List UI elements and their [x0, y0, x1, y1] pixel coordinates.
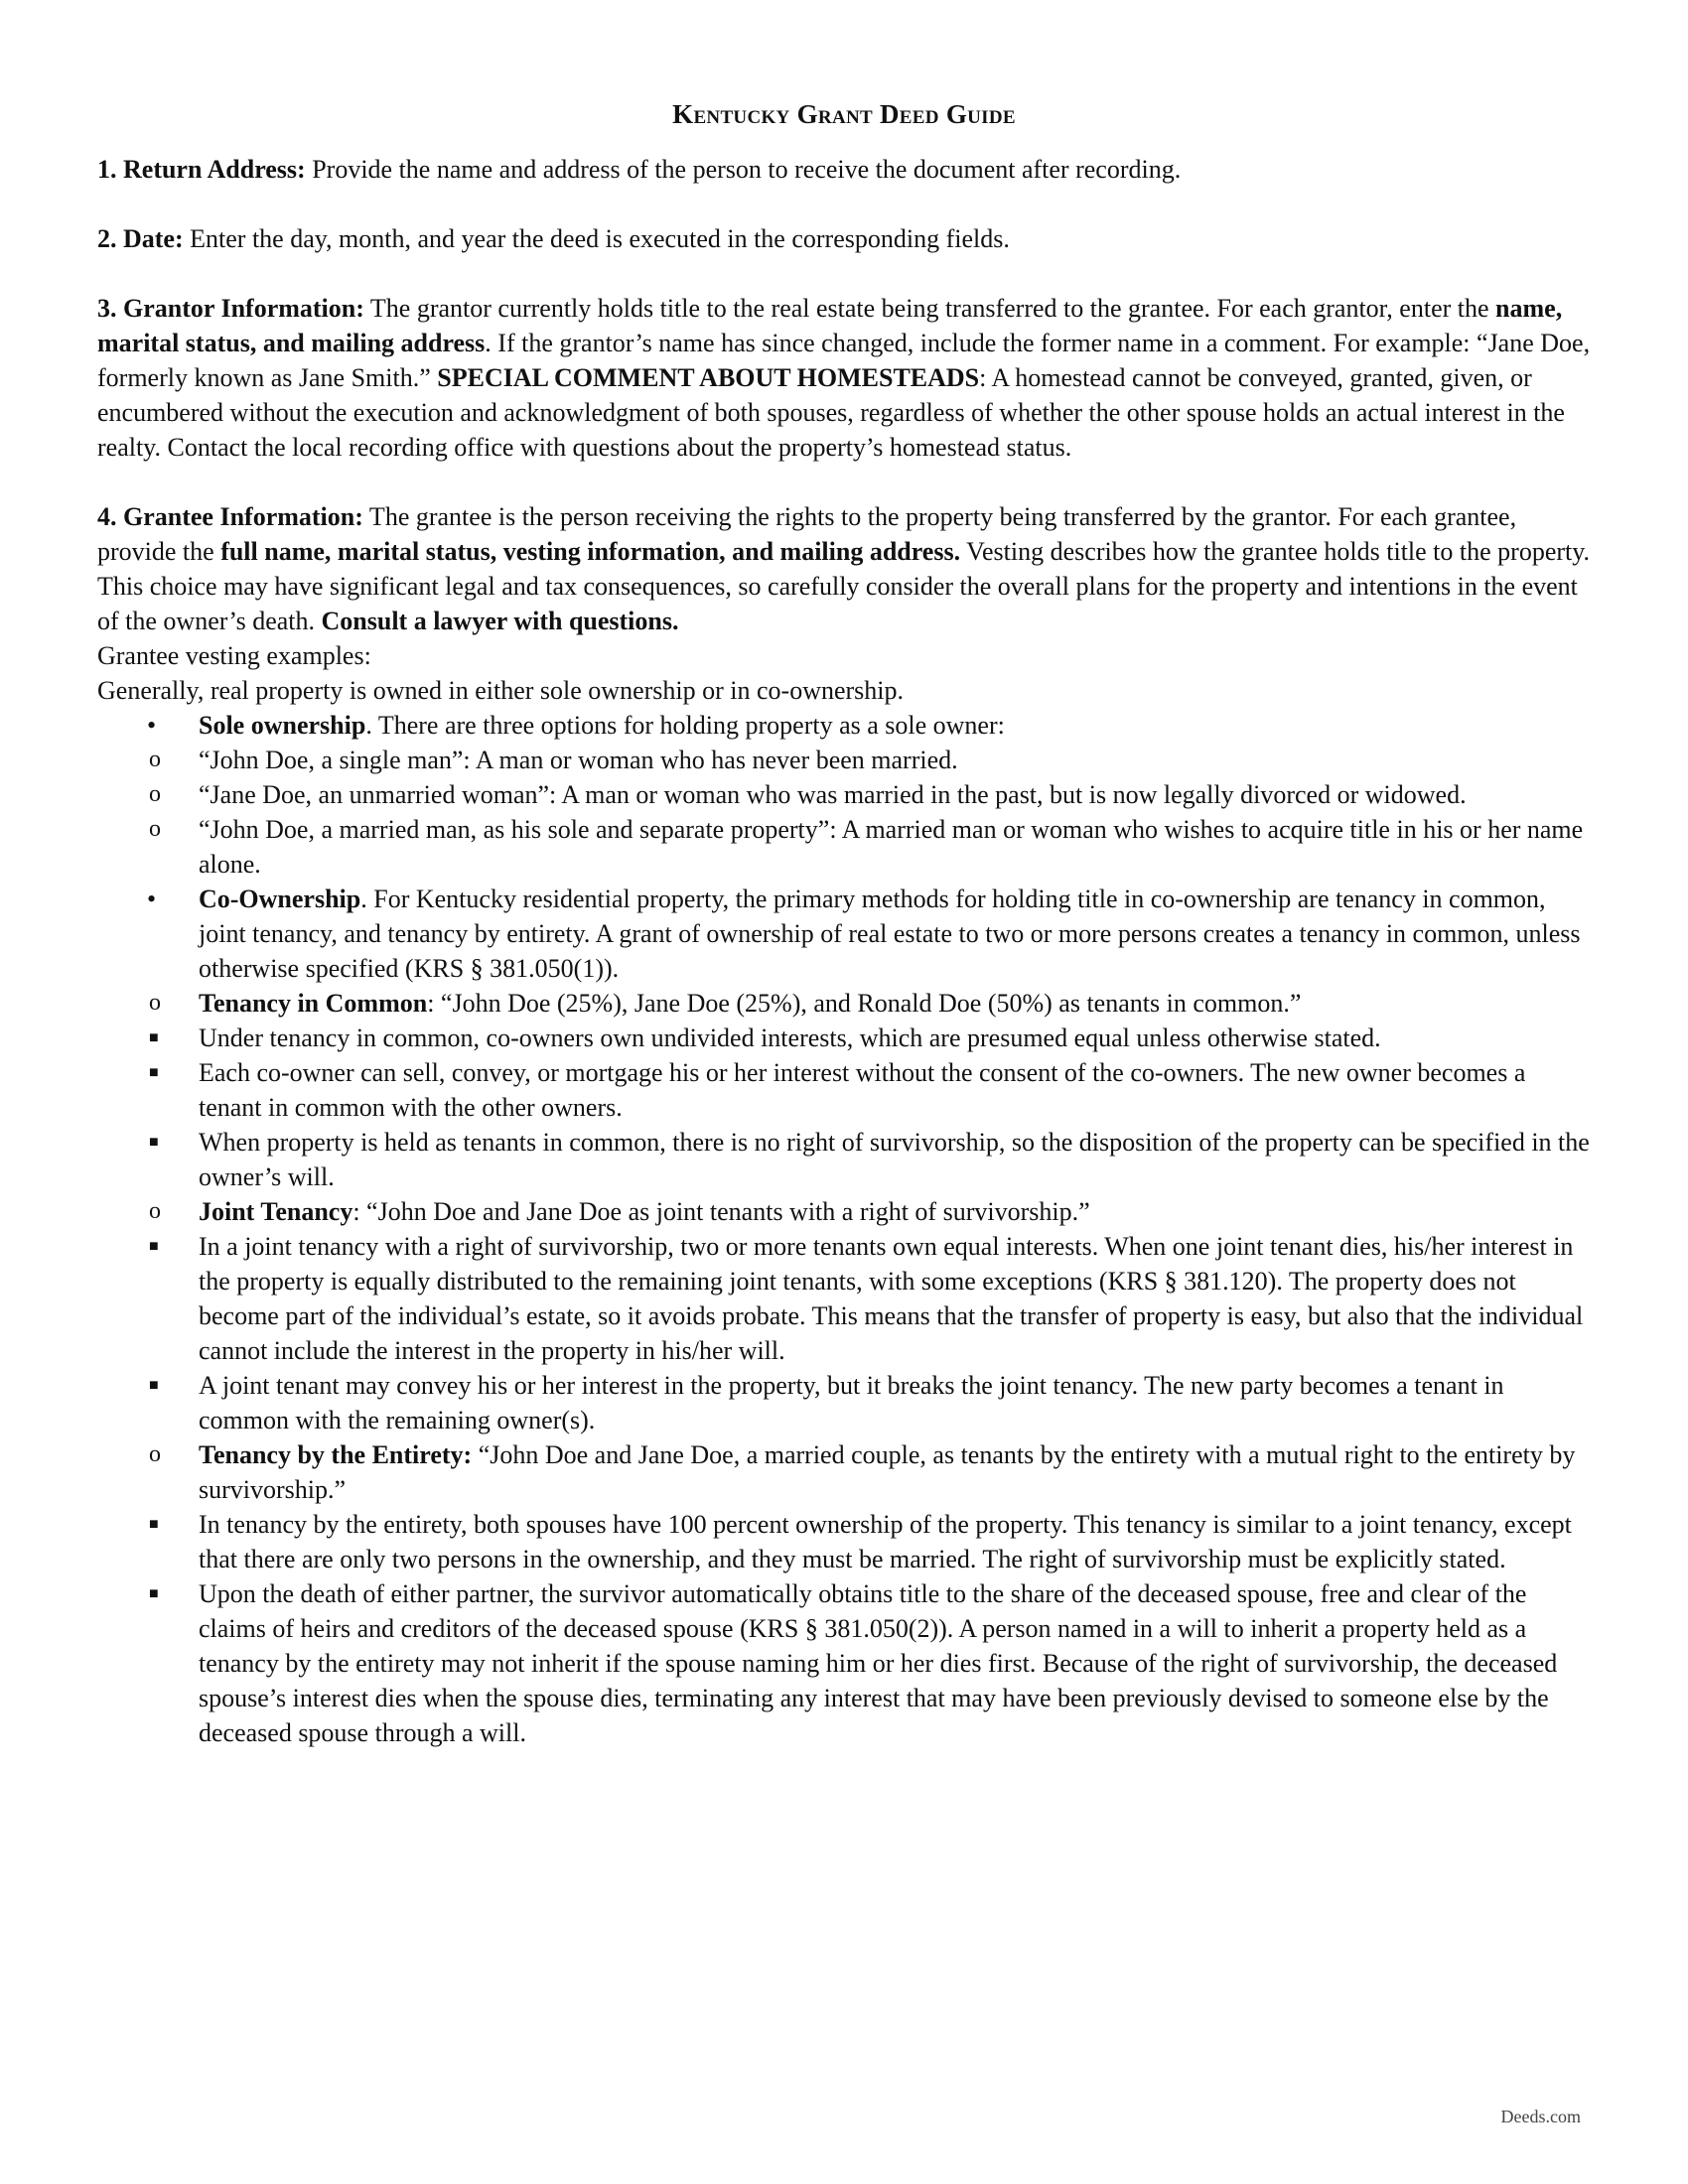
item-text: “John Doe, a single man”: A man or woman who has never been married. — [199, 746, 958, 774]
section-grantee-information — [97, 499, 1591, 638]
list-item — [99, 1368, 1591, 1437]
item-text: “Jane Doe, an unmarried woman”: A man or woman who was married in the past, but is now legally divorced or widowed. — [199, 780, 1467, 809]
item-text: When property is held as tenants in common, there is no right of survivorship, so the disposition of the property can be specified in the owner’s will. — [199, 1128, 1590, 1191]
item-label: Tenancy by the Entirety: — [199, 1440, 473, 1469]
bullet-icon: • — [147, 711, 157, 740]
vesting-intro: Generally, real property is owned in either sole ownership or in co-ownership. — [97, 676, 905, 705]
section-grantor-information — [97, 291, 1591, 465]
section-text: Enter the day, month, and year the deed is executed in the corresponding fields. — [183, 224, 1010, 253]
item-text: : “John Doe and Jane Doe as joint tenants with a right of survivorship.” — [352, 1197, 1090, 1226]
item-text: A joint tenant may convey his or her interest in the property, but it breaks the joint tenancy. The new party becomes a tenant in common with the remaining owner(s). — [199, 1371, 1504, 1434]
item-label: Joint Tenancy — [199, 1197, 353, 1226]
item-text: : “John Doe (25%), Jane Doe (25%), and Ronald Doe (50%) as tenants in common.” — [427, 989, 1302, 1018]
list-item — [99, 1021, 1591, 1055]
list-item — [99, 743, 1591, 777]
list-item-co-ownership — [97, 882, 1591, 1750]
page-title: Kentucky Grant Deed Guide — [672, 99, 1016, 129]
item-text: Under tenancy in common, co-owners own undivided interests, which are presumed equal unless otherwise stated. — [199, 1024, 1381, 1052]
bold-text: SPECIAL COMMENT ABOUT HOMESTEADS — [437, 363, 980, 392]
vesting-examples-heading: Grantee vesting examples: — [97, 641, 371, 670]
circle-bullet-icon: o — [149, 1198, 161, 1224]
square-bullet-icon: ■ — [149, 1585, 159, 1602]
list-item — [99, 1507, 1591, 1576]
item-text: . There are three options for holding property as a sole owner: — [365, 711, 1005, 740]
item-text: “John Doe, a married man, as his sole and separate property”: A married man or woman who wishes to acquire title in his or her name alone. — [199, 815, 1584, 879]
list-item — [99, 1229, 1591, 1368]
square-bullet-icon: ■ — [149, 1064, 159, 1081]
joint-tenancy-details — [149, 1229, 1591, 1437]
item-text: Upon the death of either partner, the survivor automatically obtains title to the share of the deceased spouse, free and clear of the claims of heirs and creditors of the deceased spouse (KRS § 381.050(2)). A person named in a will to inherit a property held as a tenancy by the entirety may not inherit if the spouse naming him or her dies first. Because of the right of survivorship, the deceased spouse’s interest dies when the spouse dies, terminating any interest that may have been previously devised to someone else by the deceased spouse through a will. — [199, 1579, 1558, 1747]
footer-brand: Deeds.com — [1500, 2107, 1581, 2126]
sole-ownership-options — [149, 743, 1591, 882]
list-item-sole-ownership — [97, 708, 1591, 882]
item-text: In tenancy by the entirety, both spouses have 100 percent ownership of the property. This tenancy is similar to a joint tenancy, except that there are only two persons in the ownership, and they must be married. The right of survivorship must be explicitly stated. — [199, 1510, 1572, 1573]
list-item — [99, 1576, 1591, 1750]
square-bullet-icon: ■ — [149, 1134, 159, 1151]
circle-bullet-icon: o — [149, 747, 161, 772]
section-text: The grantor currently holds title to the real estate being transferred to the grantee. For each grantor, enter the — [363, 294, 1496, 323]
item-text: . For Kentucky residential property, the primary methods for holding title in co-ownership are tenancy in common, joint tenancy, and tenancy by entirety. A grant of ownership of real estate to two or more persons creates a tenancy in common, unless otherwise specified (KRS § 381.050(1)). — [199, 885, 1581, 983]
section-label: 4. Grantee Information: — [97, 502, 363, 531]
item-text: In a joint tenancy with a right of survivorship, two or more tenants own equal interests. When one joint tenant dies, his/her interest in the property is equally distributed to the remaining joint tenants, with some exceptions (KRS § 381.120). The property does not become part of the individual’s estate, so it avoids probate. This means that the transfer of property is easy, but also that the individual cannot include the interest in the property in his/her will. — [199, 1232, 1584, 1365]
section-text: Provide the name and address of the person to receive the document after recording. — [305, 155, 1182, 184]
bold-text: full name, marital status, vesting information, and mailing address. — [220, 537, 961, 566]
circle-bullet-icon: o — [149, 816, 161, 842]
bold-text: Consult a lawyer with questions. — [321, 607, 679, 635]
circle-bullet-icon: o — [149, 1441, 161, 1467]
item-label: Co-Ownership — [199, 885, 361, 913]
section-label: 2. Date: — [97, 224, 184, 253]
bullet-icon: • — [147, 885, 157, 913]
list-item — [99, 1125, 1591, 1194]
tenancy-by-entirety-details — [149, 1507, 1591, 1750]
section-return-address — [97, 152, 1591, 187]
section-text: The grantee is the person receiving the rights to the property being transferred by the grantor. For each grantee, provide the — [97, 502, 1517, 566]
item-label: Tenancy in Common — [199, 989, 428, 1018]
section-text: . If the grantor’s name has since changed, include the former name in a comment. For example: “Jane Doe, formerly known as Jane Smith.” — [97, 329, 1591, 392]
circle-bullet-icon: o — [149, 781, 161, 807]
section-label: 1. Return Address: — [97, 155, 306, 184]
bold-text: name, marital status, and mailing address — [97, 294, 1563, 357]
co-ownership-options — [149, 986, 1591, 1750]
list-item — [99, 777, 1591, 812]
tenancy-in-common-details — [149, 1021, 1591, 1194]
list-item-tenancy-in-common — [99, 986, 1591, 1194]
list-item-tenancy-by-entirety — [99, 1437, 1591, 1750]
square-bullet-icon: ■ — [149, 1029, 159, 1046]
item-text: Each co-owner can sell, convey, or mortgage his or her interest without the consent of the co-owners. The new owner becomes a tenant in common with the other owners. — [199, 1058, 1526, 1122]
square-bullet-icon: ■ — [149, 1516, 159, 1533]
circle-bullet-icon: o — [149, 990, 161, 1016]
section-date — [97, 221, 1591, 256]
list-item-joint-tenancy — [99, 1194, 1591, 1437]
vesting-list — [97, 708, 1591, 1750]
section-text: : A homestead cannot be conveyed, granted, given, or encumbered without the execution and acknowledgment of both spouses, regardless of whether the other spouse holds an actual interest in the realty. Contact the local recording office with questions about the property’s homestead status. — [97, 363, 1565, 462]
square-bullet-icon: ■ — [149, 1377, 159, 1394]
list-item — [99, 1055, 1591, 1125]
section-text: Vesting describes how the grantee holds title to the property. This choice may have significant legal and tax consequences, so carefully consider the overall plans for the property and intentions in the event of the owner’s death. — [97, 537, 1591, 635]
list-item — [99, 812, 1591, 882]
square-bullet-icon: ■ — [149, 1238, 159, 1255]
section-label: 3. Grantor Information: — [97, 294, 364, 323]
item-label: Sole ownership — [199, 711, 366, 740]
document-page — [97, 97, 1591, 1750]
item-text: “John Doe and Jane Doe, a married couple, as tenants by the entirety with a mutual right to the entirety by survivorship.” — [199, 1440, 1576, 1504]
